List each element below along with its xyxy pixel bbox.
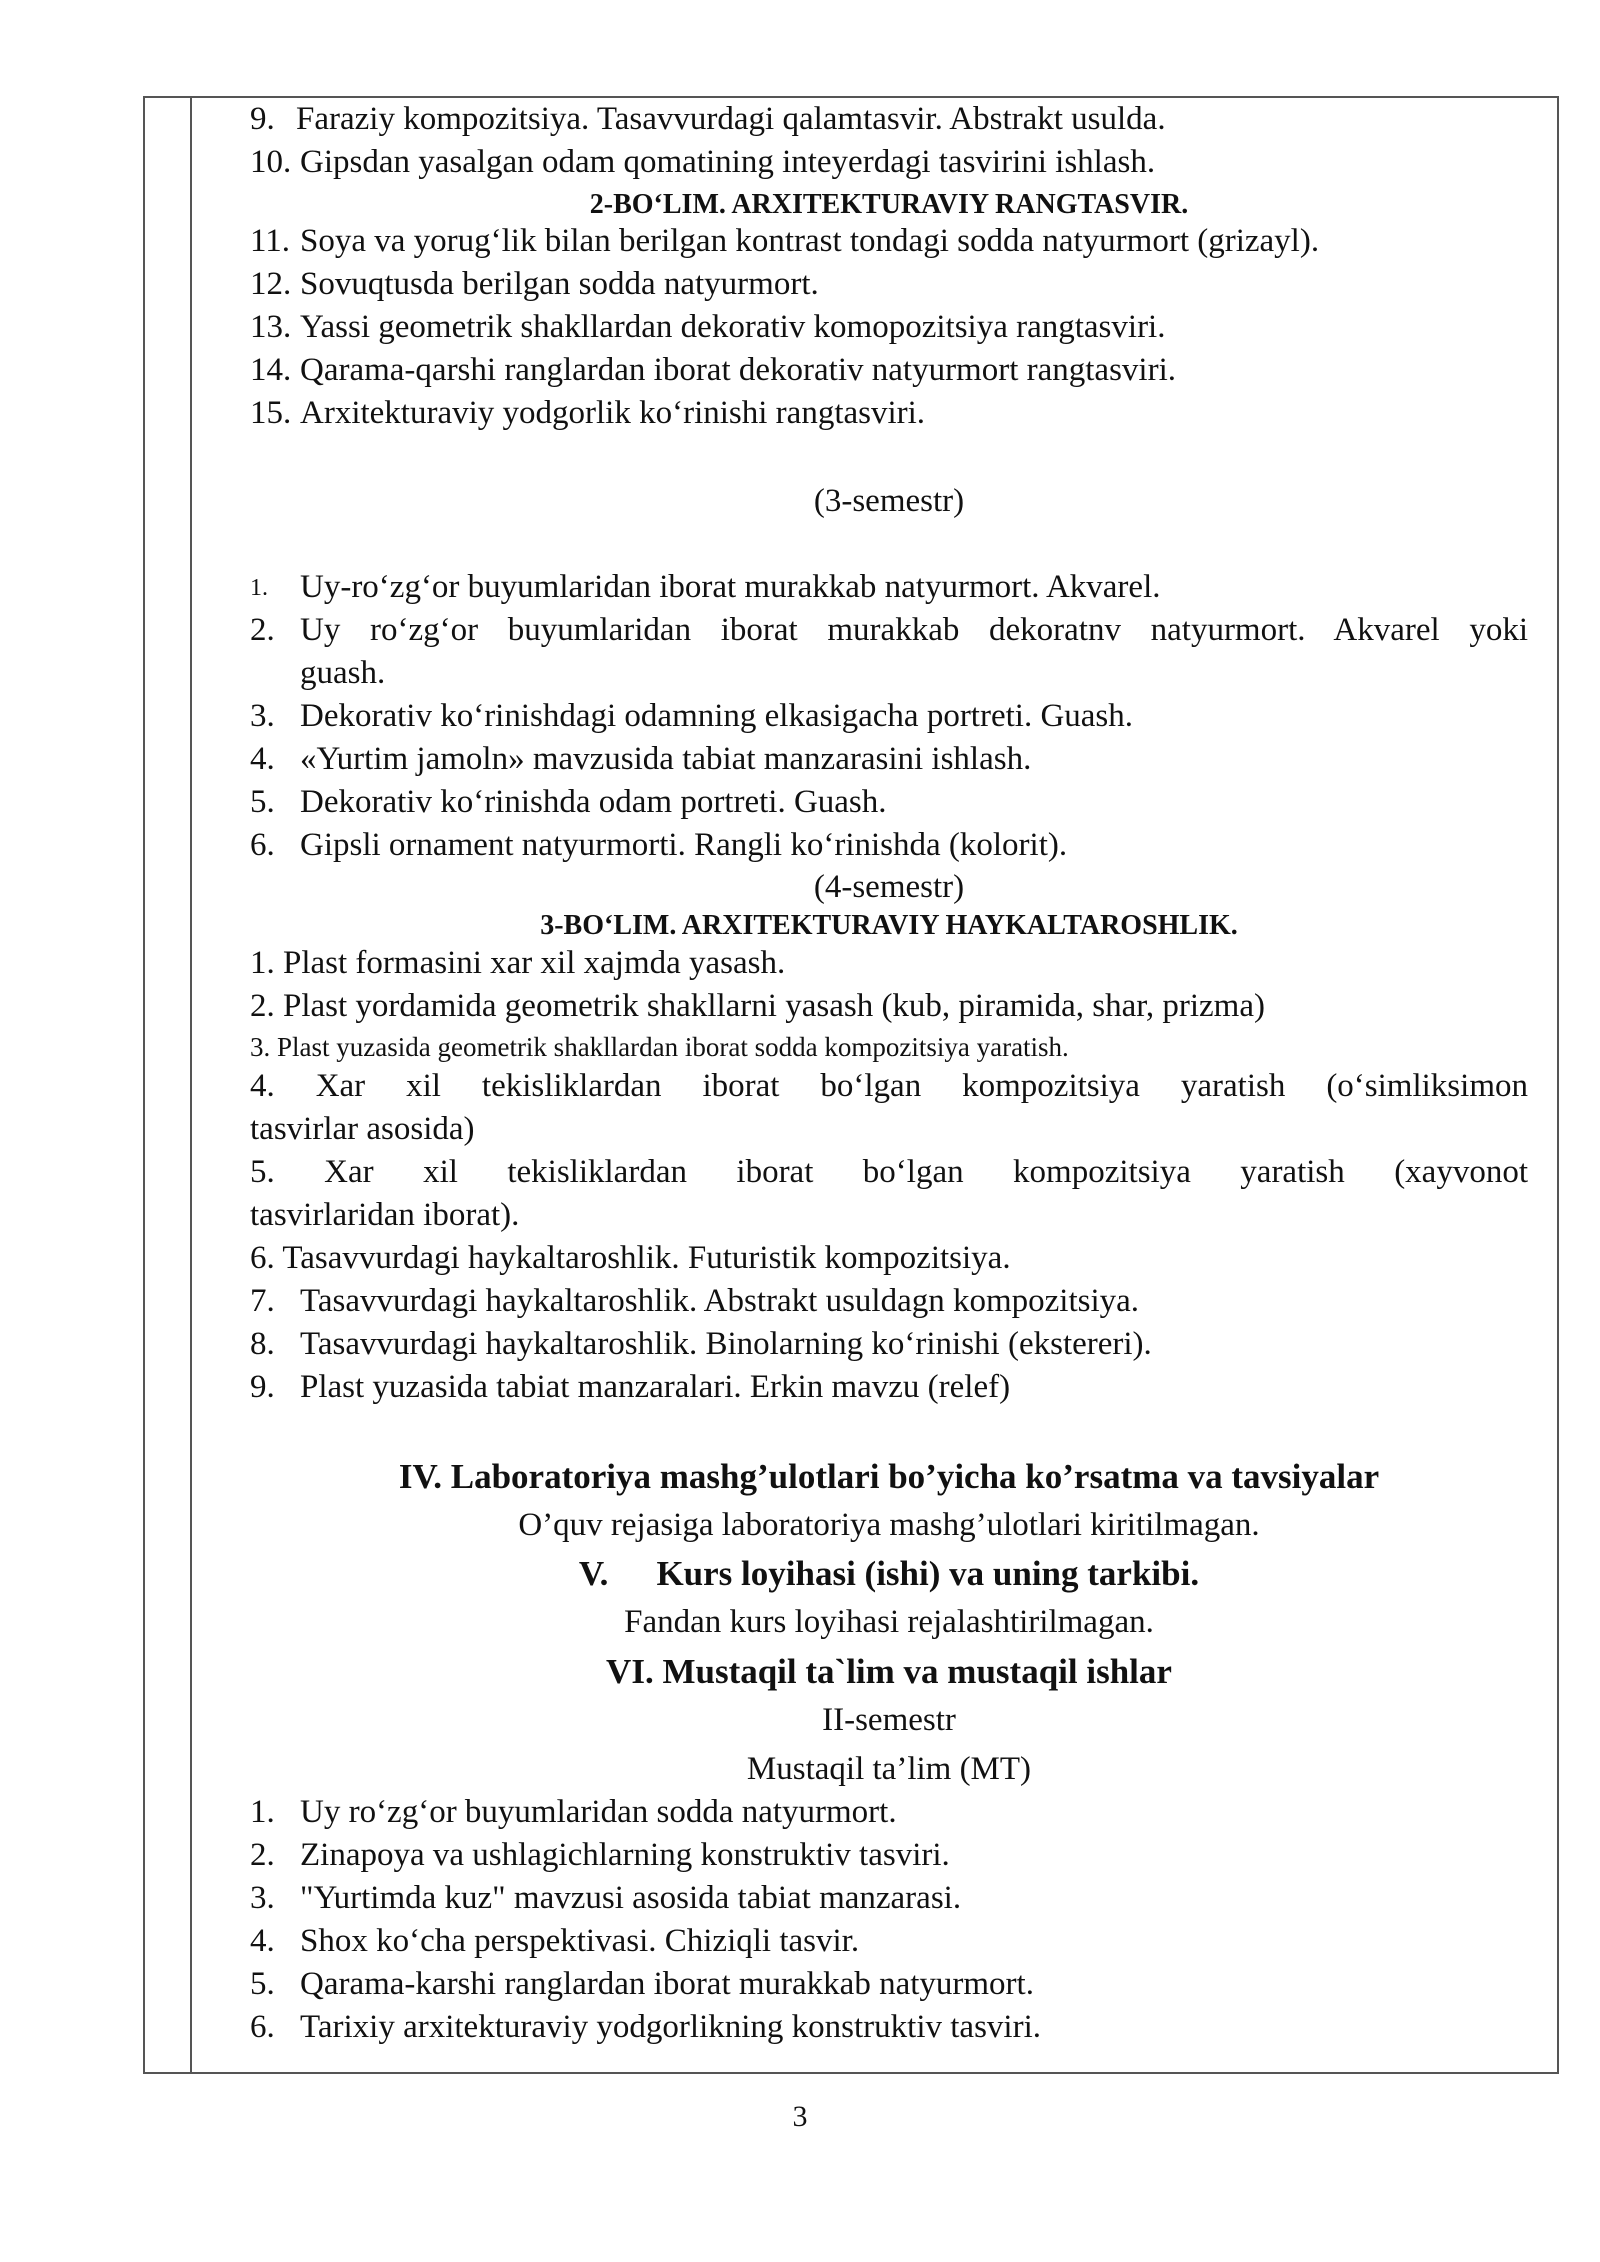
list-item (250, 1963, 1528, 2006)
item-number: 7. (250, 1283, 275, 1319)
item-text: Qarama-qarshi ranglardan iborat dekorativ natyurmort rangtasviri. (300, 352, 1176, 388)
item-text: Uy ro‘zg‘or buyumlaridan iborat murakkab dekoratnv natyurmort. Akvarel yoki (300, 612, 1528, 648)
section-heading: IV. Laboratoriya mashg’ulotlari bo’yicha ko’rsatma va tavsiyalar (398, 1457, 1380, 1496)
item-text: Plast yuzasida tabiat manzaralari. Erkin mavzu (relef) (300, 1369, 1011, 1405)
item-number: 12. (250, 266, 292, 302)
semester-label: II-semestr (822, 1702, 956, 1738)
section-text: O’quv rejasiga laboratoriya mashg’ulotlari kiritilmagan. (518, 1507, 1260, 1543)
item-text: Tasavvurdagi haykaltaroshlik. Binolarning ko‘rinishi (ekstereri). (300, 1326, 1152, 1362)
list-item (250, 1366, 1528, 1409)
section-heading: 2-BO‘LIM. ARXITEKTURAVIY RANGTASVIR. (589, 189, 1189, 220)
list-item (250, 695, 1528, 738)
item-number: 13. (250, 309, 292, 345)
section-heading (250, 1552, 1528, 1595)
item-number: 8. (250, 1326, 275, 1362)
list-item: 4. Xar xil tekisliklardan iborat bo‘lgan kompozitsiya yaratish (o‘simliksimon (250, 1068, 1528, 1104)
list-item-continuation: tasvirlaridan iborat). (250, 1197, 520, 1233)
item-number: 15. (250, 395, 292, 431)
item-number: 3. (250, 698, 275, 734)
list-item (250, 2006, 1528, 2049)
item-number: 11. (250, 223, 291, 259)
item-number: 4. (250, 741, 275, 777)
item-text: Gipsdan yasalgan odam qomatining inteyerdagi tasvirini ishlash. (300, 144, 1156, 180)
list-item-continuation: tasvirlar asosida) (250, 1111, 475, 1147)
item-text: Arxitekturaviy yodgorlik ko‘rinishi rangtasviri. (300, 395, 926, 431)
item-text: Gipsli ornament natyurmorti. Rangli ko‘rinishda (kolorit). (300, 827, 1068, 863)
item-number: 9. (250, 1369, 275, 1405)
page-number: 3 (792, 2100, 808, 2133)
item-text: Qarama-karshi ranglardan iborat murakkab natyurmort. (300, 1966, 1034, 2002)
item-text: Shox ko‘cha perspektivasi. Chiziqli tasvir. (300, 1923, 860, 1959)
list-item (250, 141, 1528, 184)
list-item: 6. Tasavvurdagi haykaltaroshlik. Futuristik kompozitsiya. (250, 1240, 1011, 1276)
item-text: Dekorativ ko‘rinishda odam portreti. Guash. (300, 784, 887, 820)
item-number: 5. (250, 1966, 275, 2002)
list-item (250, 263, 1528, 306)
item-number: 1. (250, 575, 268, 601)
item-text: «Yurtim jamoln» mavzusida tabiat manzarasini ishlash. (300, 741, 1032, 777)
item-text: "Yurtimda kuz" mavzusi asosida tabiat manzarasi. (300, 1880, 962, 1916)
list-item (250, 98, 1528, 141)
item-number: 10. (250, 144, 292, 180)
list-item (250, 1834, 1528, 1877)
item-text: Soya va yorug‘lik bilan berilgan kontrast tondagi sodda natyurmort (grizayl). (300, 223, 1320, 259)
list-item (250, 220, 1528, 263)
item-number: 6. (250, 2009, 275, 2045)
item-number: 6. (250, 827, 275, 863)
section-number: V. (578, 1554, 609, 1593)
item-text: Zinapoya va ushlagichlarning konstruktiv tasviri. (300, 1837, 950, 1873)
list-item (250, 1791, 1528, 1834)
list-item (250, 1323, 1528, 1366)
item-text: Yassi geometrik shakllardan dekorativ komopozitsiya rangtasviri. (300, 309, 1166, 345)
item-number: 2. (250, 612, 275, 648)
list-item (250, 1280, 1528, 1323)
list-item (250, 306, 1528, 349)
item-text: Dekorativ ko‘rinishdagi odamning elkasigacha portreti. Guash. (300, 698, 1134, 734)
section-heading: 3-BO‘LIM. ARXITEKTURAVIY HAYKALTAROSHLIK. (540, 910, 1238, 941)
list-item (250, 609, 1528, 652)
item-number: 4. (250, 1923, 275, 1959)
item-text: Uy ro‘zg‘or buyumlaridan sodda natyurmort. (300, 1794, 897, 1830)
list-item: 5. Xar xil tekisliklardan iborat bo‘lgan kompozitsiya yaratish (xayvonot (250, 1154, 1528, 1190)
list-item (250, 566, 1528, 610)
list-item: 3. Plast yuzasida geometrik shakllardan iborat sodda kompozitsiya yaratish. (250, 1032, 1069, 1062)
item-text: Faraziy kompozitsiya. Tasavvurdagi qalamtasvir. Abstrakt usulda. (296, 101, 1166, 137)
subsection-label: Mustaqil ta’lim (MT) (746, 1751, 1032, 1787)
list-item (250, 349, 1528, 392)
list-item (250, 781, 1528, 824)
item-text: Tarixiy arxitekturaviy yodgorlikning konstruktiv tasviri. (300, 2009, 1041, 2045)
list-item: 2. Plast yordamida geometrik shakllarni yasash (kub, piramida, shar, prizma) (250, 988, 1265, 1024)
table-column-divider (190, 96, 192, 2074)
list-item (250, 392, 1528, 435)
semester-label: (3-semestr) (813, 483, 965, 519)
list-item (250, 824, 1528, 867)
list-item (250, 1920, 1528, 1963)
item-text: Tasavvurdagi haykaltaroshlik. Abstrakt usuldagn kompozitsiya. (300, 1283, 1140, 1319)
list-item (250, 738, 1528, 781)
item-text: Sovuqtusda berilgan sodda natyurmort. (300, 266, 819, 302)
section-text: Fandan kurs loyihasi rejalashtirilmagan. (624, 1604, 1154, 1640)
section-title: Kurs loyihasi (ishi) va uning tarkibi. (656, 1554, 1200, 1593)
item-number: 3. (250, 1880, 275, 1916)
item-text: Uy-ro‘zg‘or buyumlaridan iborat murakkab natyurmort. Akvarel. (300, 569, 1161, 605)
section-heading: VI. Mustaqil ta`lim va mustaqil ishlar (606, 1652, 1172, 1691)
list-item (250, 1877, 1528, 1920)
item-number: 1. (250, 1794, 275, 1830)
semester-label: (4-semestr) (813, 869, 965, 905)
item-number: 5. (250, 784, 275, 820)
item-number: 14. (250, 352, 292, 388)
list-item-continuation: guash. (300, 655, 386, 691)
item-number: 9. (250, 101, 275, 137)
list-item: 1. Plast formasini xar xil xajmda yasash. (250, 945, 786, 981)
item-number: 2. (250, 1837, 275, 1873)
